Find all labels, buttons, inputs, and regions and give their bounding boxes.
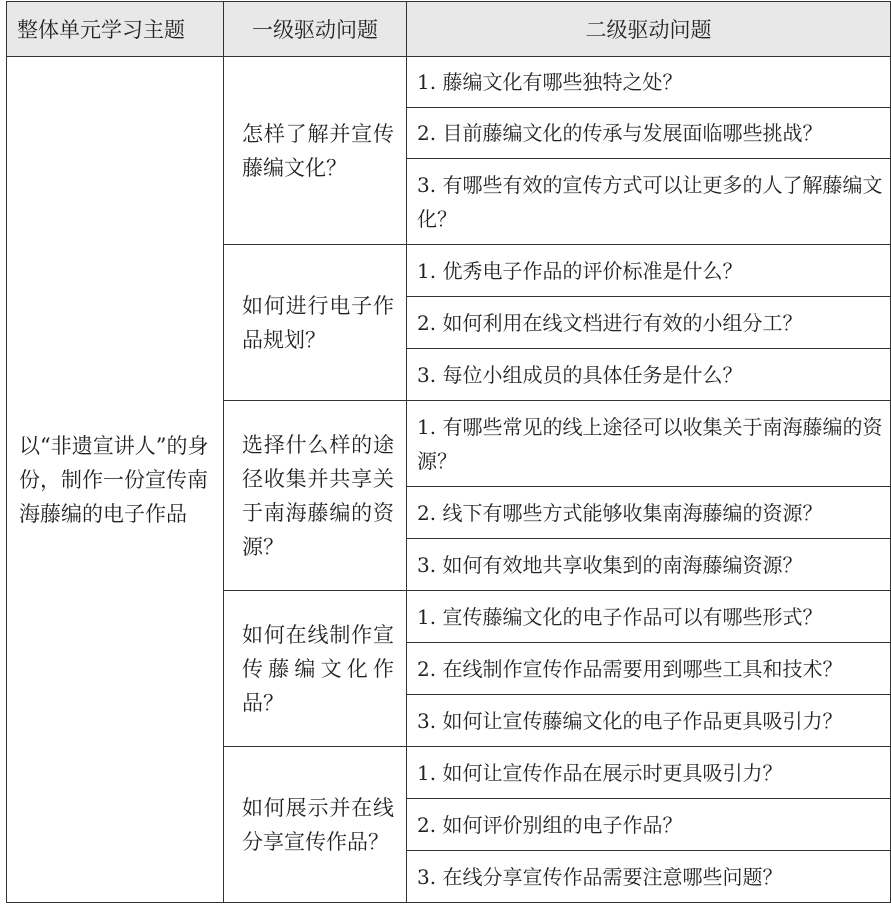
level2-question: 2. 在线制作宣传作品需要用到哪些工具和技术？ bbox=[407, 643, 891, 695]
level1-question: 怎样了解并宣传藤编文化？ bbox=[224, 57, 407, 245]
level2-question: 1. 有哪些常见的线上途径可以收集关于南海藤编的资源？ bbox=[407, 401, 891, 487]
level2-question: 1. 宣传藤编文化的电子作品可以有哪些形式？ bbox=[407, 591, 891, 643]
level2-question: 3. 在线分享宣传作品需要注意哪些问题？ bbox=[407, 851, 891, 903]
level1-question: 如何展示并在线分享宣传作品？ bbox=[224, 747, 407, 903]
level2-question: 3. 每位小组成员的具体任务是什么？ bbox=[407, 349, 891, 401]
level1-question: 如何在线制作宣传藤编文化作品？ bbox=[224, 591, 407, 747]
header-level1: 一级驱动问题 bbox=[224, 2, 407, 57]
level2-question: 3. 如何让宣传藤编文化的电子作品更具吸引力？ bbox=[407, 695, 891, 747]
level2-question: 2. 线下有哪些方式能够收集南海藤编的资源？ bbox=[407, 487, 891, 539]
unit-theme-cell: 以“非遗宣讲人”的身份，制作一份宣传南海藤编的电子作品 bbox=[7, 57, 224, 903]
level1-question: 如何进行电子作品规划？ bbox=[224, 245, 407, 401]
header-level2: 二级驱动问题 bbox=[407, 2, 891, 57]
level2-question: 1. 如何让宣传作品在展示时更具吸引力？ bbox=[407, 747, 891, 799]
table-header-row bbox=[7, 2, 891, 57]
table-row bbox=[7, 57, 891, 108]
driving-questions-table bbox=[6, 1, 891, 903]
level2-question: 2. 如何评价别组的电子作品？ bbox=[407, 799, 891, 851]
level2-question: 2. 如何利用在线文档进行有效的小组分工？ bbox=[407, 297, 891, 349]
level2-question: 3. 如何有效地共享收集到的南海藤编资源？ bbox=[407, 539, 891, 591]
header-theme: 整体单元学习主题 bbox=[7, 2, 224, 57]
level2-question: 1. 藤编文化有哪些独特之处？ bbox=[407, 57, 891, 108]
level2-question: 1. 优秀电子作品的评价标准是什么？ bbox=[407, 245, 891, 297]
level2-question: 2. 目前藤编文化的传承与发展面临哪些挑战？ bbox=[407, 108, 891, 159]
level1-question: 选择什么样的途径收集并共享关于南海藤编的资源？ bbox=[224, 401, 407, 591]
level2-question: 3. 有哪些有效的宣传方式可以让更多的人了解藤编文化？ bbox=[407, 159, 891, 245]
